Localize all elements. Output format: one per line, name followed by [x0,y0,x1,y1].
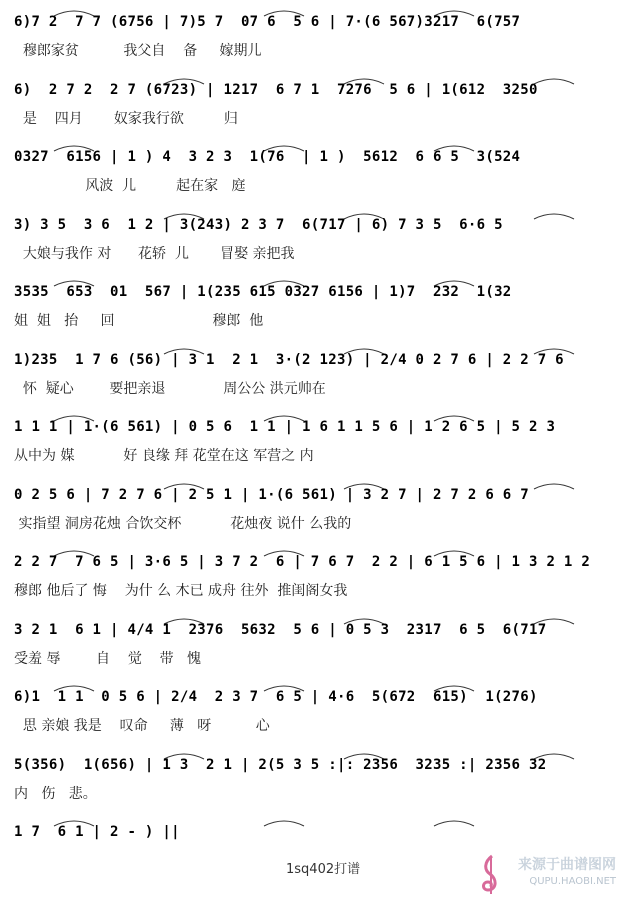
notation-line: 0 2 5 6 | 7 2 7 6 | 2 5 1 | 1·(6 561) | 3 2 7 | 2 7 2 6 6 7 [14,486,529,503]
watermark [472,852,622,898]
lyric-line: 穆郎 他后了 悔 为什 么 木已 成舟 往外 推闺阁女我 [14,583,348,599]
watermark-line2: QUPU.HAOBI.NET [529,876,616,887]
lyric-line: 穆郎家贫 我父自 备 嫁期儿 [14,43,262,59]
lyric-line: 实指望 洞房花烛 合饮交杯 花烛夜 说什 么我的 [14,515,352,532]
lyric-line: 思 亲娘 我是 叹命 薄 呀 心 [14,718,270,734]
lyric-line: 姐 姐 抬 回 穆郎 他 [14,313,264,329]
score-line [14,415,620,471]
lyric-line: 怀 疑心 要把亲退 周公公 洪元帅在 [14,380,326,397]
score-line [14,348,620,404]
score-line [14,213,620,269]
notation-line: 2 2 7 7 6 5 | 3·6 5 | 3 7 2 6 | 7 6 7 2 2 | 6 1 5 6 | 1 3 2 1 2 [14,554,591,570]
lyric-line: 大娘与我作 对 花轿 儿 冒娶 亲把我 [14,245,295,262]
score-line [14,550,620,606]
score-footer [0,852,630,900]
notation-line: 6)7 2 7 7 (6756 | 7)5 7 07 6 5 6 | 7·(6 567)3217 6(757 [14,14,521,30]
lyric-line: 内 伤 悲。 [14,785,97,802]
score-line [14,685,620,741]
notation-line: 3 2 1 6 1 | 4/4 1 2376 5632 5 6 | 0 5 3 2317 6 5 6(717 [14,621,547,638]
lyric-line: 是 四月 奴家我行欲 归 [14,110,238,127]
lyric-line: 受羞 辱 自 觉 带 愧 [14,650,202,667]
score-line [14,483,620,539]
watermark-line1: 来源于曲谱图网 [518,857,616,873]
notation-line: 0327 6156 | 1 ) 4 3 2 3 1(76 | 1 ) 5612 6 6 5 3(524 [14,149,521,165]
score-line [14,145,620,201]
score-line [14,10,620,66]
notation-line: 6) 2 7 2 2 7 (6723) | 1217 6 7 1 7276 5 6 | 1(612 3250 [14,81,538,98]
score-line [14,753,620,809]
notation-line: 5(356) 1(656) | 1 3 2 1 | 2(5 3 5 :|: 2356 3235 :| 2356 32 [14,756,547,773]
score-line [14,618,620,674]
notation-line: 1)235 1 7 6 (56) | 3 1 2 1 3·(2 123) | 2/4 0 2 7 6 | 2 2 7 6 [14,351,564,368]
notation-line: 6)1 1 1 0 5 6 | 2/4 2 3 7 6 5 | 4·6 5(672 615) 1(276) [14,689,538,705]
score-line [14,78,620,134]
notation-line: 1 1 1 | 1·(6 561) | 0 5 6 1 1 | 1 6 1 1 5 6 | 1 2 6 5 | 5 2 3 [14,419,556,435]
notation-line: 1 7 6 1 | 2 - ) || [14,824,180,840]
notation-line: 3) 3 5 3 6 1 2 | 3(243) 2 3 7 6(717 | 6) 7 3 5 6·6 5 [14,216,503,233]
notation-line: 3535 653 01 567 | 1(235 615 0327 6156 | 1)7 232 1(32 [14,284,512,300]
typist-credit: 1sq402打谱 [286,862,361,877]
lyric-line: 风波 儿 起在家 庭 [14,178,246,194]
score-line [14,280,620,336]
treble-clef-logo [476,854,506,896]
lyric-line: 从中为 媒 好 良缘 拜 花堂在这 军营之 内 [14,448,314,464]
